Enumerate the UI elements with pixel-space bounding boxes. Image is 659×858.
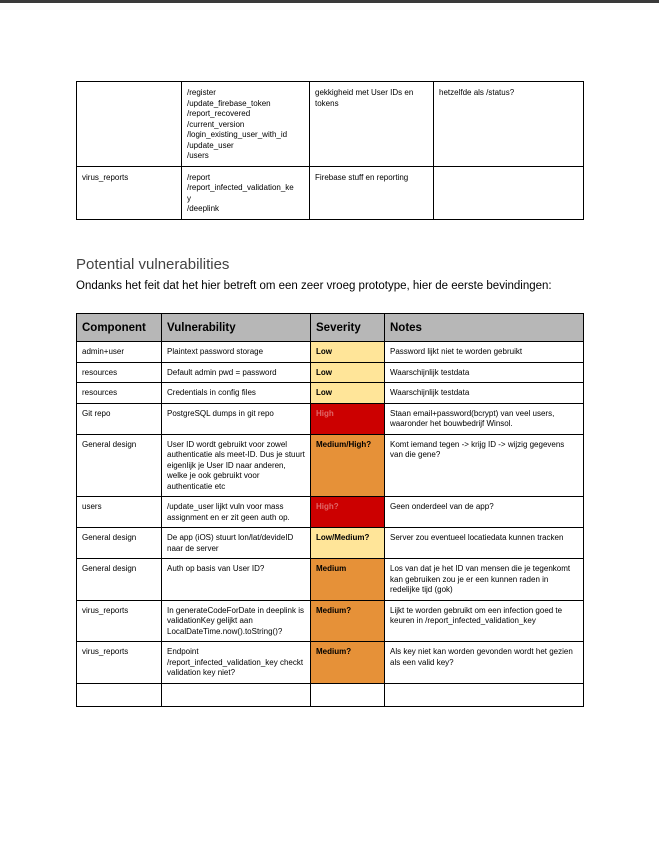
component-cell: General design bbox=[77, 559, 162, 601]
vulnerability-table-body bbox=[77, 342, 584, 707]
severity-cell: High? bbox=[311, 497, 385, 528]
endpoint-table-body bbox=[77, 82, 584, 220]
endpoint-path: y bbox=[187, 193, 191, 203]
vulnerability-cell: Auth op basis van User ID? bbox=[162, 559, 311, 601]
notes-cell: Waarschijnlijk testdata bbox=[385, 362, 584, 383]
vulnerability-cell bbox=[162, 683, 311, 706]
component-cell: General design bbox=[77, 434, 162, 497]
component-cell: virus_reports bbox=[77, 600, 162, 642]
vulnerability-row bbox=[77, 383, 584, 404]
notes-cell: Waarschijnlijk testdata bbox=[385, 383, 584, 404]
notes-cell: Geen onderdeel van de app? bbox=[385, 497, 584, 528]
endpoint-path: /update_firebase_token bbox=[187, 98, 271, 108]
endpoint-name-cell bbox=[77, 82, 182, 167]
endpoint-path: /users bbox=[187, 151, 209, 160]
vulnerability-row bbox=[77, 642, 584, 684]
vulnerability-table bbox=[76, 313, 584, 707]
vulnerability-cell: /update_user lijkt vuln voor mass assignment en er zit geen auth op. bbox=[162, 497, 311, 528]
section-heading: Potential vulnerabilities bbox=[76, 256, 230, 273]
vulnerability-row bbox=[77, 362, 584, 383]
notes-cell: Lijkt te worden gebruikt om een infection goed te keuren in /report_infected_validation_key bbox=[385, 600, 584, 642]
endpoint-path: /register bbox=[187, 88, 216, 97]
notes-cell: Los van dat je het ID van mensen die je tegenkomt kan gebruiken zou je er een kunnen raden in redelijke tijd (gok) bbox=[385, 559, 584, 601]
vulnerability-row bbox=[77, 434, 584, 497]
severity-cell: Low bbox=[311, 362, 385, 383]
severity-cell: Medium? bbox=[311, 642, 385, 684]
top-border bbox=[0, 0, 659, 3]
severity-cell: Low bbox=[311, 342, 385, 363]
endpoint-path: /update_user bbox=[187, 140, 234, 150]
severity-cell bbox=[311, 683, 385, 706]
component-cell: virus_reports bbox=[77, 642, 162, 684]
vulnerability-row bbox=[77, 497, 584, 528]
endpoint-path: /deeplink bbox=[187, 204, 220, 213]
header-vulnerability: Vulnerability bbox=[162, 314, 311, 342]
severity-cell: Medium bbox=[311, 559, 385, 601]
vulnerability-cell: Plaintext password storage bbox=[162, 342, 311, 363]
endpoint-notes-cell bbox=[434, 166, 584, 219]
component-cell: General design bbox=[77, 528, 162, 559]
notes-cell: Password lijkt niet te worden gebruikt bbox=[385, 342, 584, 363]
endpoint-list-cell bbox=[182, 166, 310, 219]
endpoint-description-cell: gekkigheid met User IDs en tokens bbox=[310, 82, 434, 167]
endpoint-path: /current_version bbox=[187, 119, 245, 129]
endpoint-path: /report bbox=[187, 172, 211, 182]
notes-cell: Als key niet kan worden gevonden wordt het gezien als een valid key? bbox=[385, 642, 584, 684]
component-cell: resources bbox=[77, 383, 162, 404]
component-cell bbox=[77, 683, 162, 706]
vulnerability-row bbox=[77, 403, 584, 434]
header-severity: Severity bbox=[311, 314, 385, 342]
notes-cell: Server zou eventueel locatiedata kunnen tracken bbox=[385, 528, 584, 559]
endpoint-table bbox=[76, 81, 584, 220]
header-notes: Notes bbox=[385, 314, 584, 342]
component-cell: resources bbox=[77, 362, 162, 383]
endpoint-row bbox=[77, 82, 584, 167]
vulnerability-row bbox=[77, 600, 584, 642]
endpoint-name-cell: virus_reports bbox=[77, 166, 182, 219]
vulnerability-row bbox=[77, 559, 584, 601]
severity-cell: High bbox=[311, 403, 385, 434]
endpoint-description-cell: Firebase stuff en reporting bbox=[310, 166, 434, 219]
vulnerability-cell: De app (iOS) stuurt lon/lat/devideID naar de server bbox=[162, 528, 311, 559]
vulnerability-row bbox=[77, 528, 584, 559]
component-cell: users bbox=[77, 497, 162, 528]
endpoint-path: /login_existing_user_with_id bbox=[187, 130, 288, 139]
endpoint-notes-cell: hetzelfde als /status? bbox=[434, 82, 584, 167]
vulnerability-cell: User ID wordt gebruikt voor zowel authenticatie als meet-ID. Dus je stuurt eigenlijk je User ID naar anderen, welke je ook gebruikt voor authenticatie etc bbox=[162, 434, 311, 497]
component-cell: Git repo bbox=[77, 403, 162, 434]
vulnerability-cell: Credentials in config files bbox=[162, 383, 311, 404]
endpoint-list-cell bbox=[182, 82, 310, 167]
severity-cell: Low/Medium? bbox=[311, 528, 385, 559]
vulnerability-cell: Endpoint /report_infected_validation_key checkt validation key niet? bbox=[162, 642, 311, 684]
endpoint-path: /report_infected_validation_ke bbox=[187, 183, 294, 192]
endpoint-path: /report_recovered bbox=[187, 109, 251, 118]
severity-cell: Medium? bbox=[311, 600, 385, 642]
vulnerability-cell: Default admin pwd = password bbox=[162, 362, 311, 383]
severity-cell: Low bbox=[311, 383, 385, 404]
vulnerability-cell: PostgreSQL dumps in git repo bbox=[162, 403, 311, 434]
section-intro: Ondanks het feit dat het hier betreft om een zeer vroeg prototype, hier de eerste bevindingen: bbox=[76, 280, 552, 292]
notes-cell bbox=[385, 683, 584, 706]
vulnerability-cell: In generateCodeForDate in deeplink is validationKey gelijkt aan LocalDateTime.now().toString()? bbox=[162, 600, 311, 642]
header-component: Component bbox=[77, 314, 162, 342]
notes-cell: Staan email+password(bcrypt) van veel users, waaronder het bouwbedrijf Winsol. bbox=[385, 403, 584, 434]
component-cell: admin+user bbox=[77, 342, 162, 363]
vulnerability-header-row bbox=[77, 314, 584, 342]
severity-cell: Medium/High? bbox=[311, 434, 385, 497]
vulnerability-row bbox=[77, 342, 584, 363]
vulnerability-row bbox=[77, 683, 584, 706]
notes-cell: Komt iemand tegen -> krijg ID -> wijzig gegevens van die gene? bbox=[385, 434, 584, 497]
endpoint-row bbox=[77, 166, 584, 219]
